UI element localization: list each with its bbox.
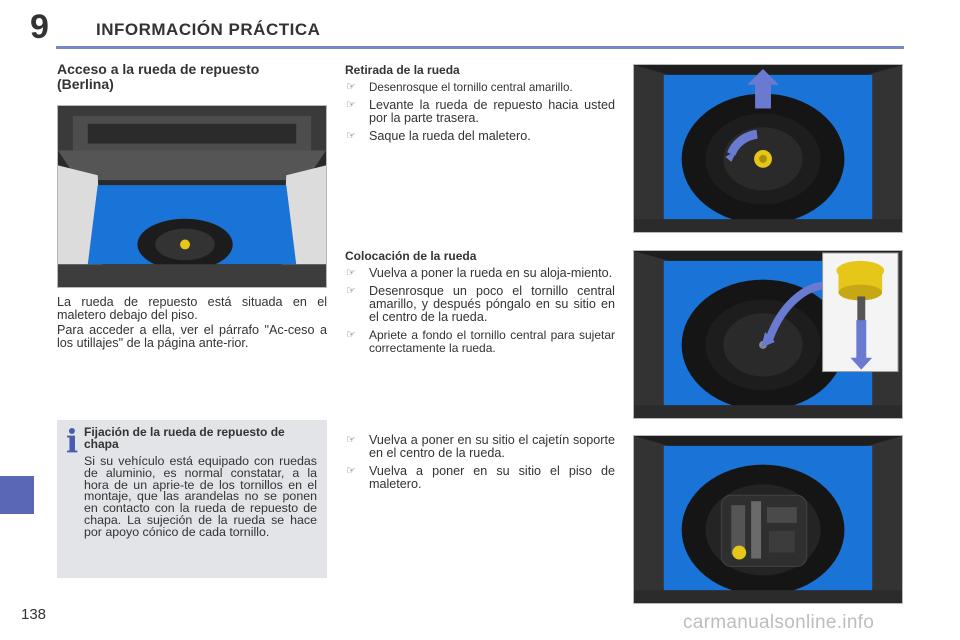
watermark: carmanualsonline.info bbox=[683, 612, 875, 633]
step-text: Saque la rueda del maletero. bbox=[369, 129, 531, 143]
chapter-number: 9 bbox=[30, 8, 49, 46]
bullet-icon: ☞ bbox=[346, 130, 356, 142]
final-steps bbox=[345, 434, 615, 496]
bullet-icon: ☞ bbox=[346, 81, 356, 93]
photo-wheel-removal bbox=[633, 64, 903, 233]
photo-tool-box bbox=[633, 435, 903, 604]
step-text: Vuelva a poner en su sitio el cajetín soporte en el centro de la rueda. bbox=[369, 433, 615, 460]
trunk-photo bbox=[57, 105, 327, 288]
step-text: Apriete a fondo el tornillo central para sujetar correctamente la rueda. bbox=[369, 328, 615, 355]
intro-paragraph-1: La rueda de repuesto está situada en el maletero debajo del piso. bbox=[57, 295, 327, 322]
step-text: Desenrosque el tornillo central amarillo. bbox=[369, 81, 573, 94]
bullet-icon: ☞ bbox=[346, 285, 356, 297]
placement-heading: Colocación de la rueda bbox=[345, 249, 477, 263]
removal-heading: Retirada de la rueda bbox=[345, 63, 460, 77]
header-rule bbox=[56, 46, 904, 49]
placement-steps bbox=[345, 267, 615, 360]
list-item bbox=[345, 434, 615, 460]
step-text: Desenrosque un poco el tornillo central amarillo, y después póngalo en su sitio en el centro de la rueda. bbox=[369, 284, 615, 324]
bullet-icon: ☞ bbox=[346, 329, 356, 341]
chapter-side-tab bbox=[0, 476, 34, 514]
photo-wheel-placement bbox=[633, 250, 903, 419]
bullet-icon: ☞ bbox=[346, 465, 356, 477]
chapter-title: INFORMACIÓN PRÁCTICA bbox=[96, 20, 321, 39]
page-number: 138 bbox=[21, 606, 47, 623]
step-text: Vuelva a poner en su sitio el piso de maletero. bbox=[369, 464, 615, 491]
info-box bbox=[57, 420, 327, 578]
info-box-text: Si su vehículo está equipado con ruedas de aluminio, es normal constatar, a la hora de un aprie-te de los tornillos en el montaje, que las arandelas no se ponen en contacto con la rueda de repuesto de chapa. La sujeción de la rueda se hace por apoyo cónico de cada tornillo. bbox=[84, 454, 317, 539]
step-text: Levante la rueda de repuesto hacia usted por la parte trasera. bbox=[369, 98, 615, 125]
info-icon: i bbox=[66, 422, 79, 460]
list-item bbox=[345, 81, 615, 94]
list-item bbox=[345, 329, 615, 355]
list-item bbox=[345, 130, 615, 143]
list-item bbox=[345, 285, 615, 324]
step-text: Vuelva a poner la rueda en su aloja-miento. bbox=[369, 266, 613, 280]
removal-steps bbox=[345, 81, 615, 148]
section-title: Acceso a la rueda de repuesto (Berlina) bbox=[57, 61, 260, 92]
bullet-icon: ☞ bbox=[346, 434, 356, 446]
list-item bbox=[345, 465, 615, 491]
bullet-icon: ☞ bbox=[346, 99, 356, 111]
arrow-up-icon bbox=[755, 83, 771, 109]
info-box-title: Fijación de la rueda de repuesto de chapa bbox=[84, 425, 285, 451]
list-item bbox=[345, 267, 615, 280]
intro-paragraph-2: Para acceder a ella, ver el párrafo "Ac-ceso a los utillajes" de la página ante-rior. bbox=[57, 323, 327, 350]
bullet-icon: ☞ bbox=[346, 267, 356, 279]
list-item bbox=[345, 99, 615, 125]
